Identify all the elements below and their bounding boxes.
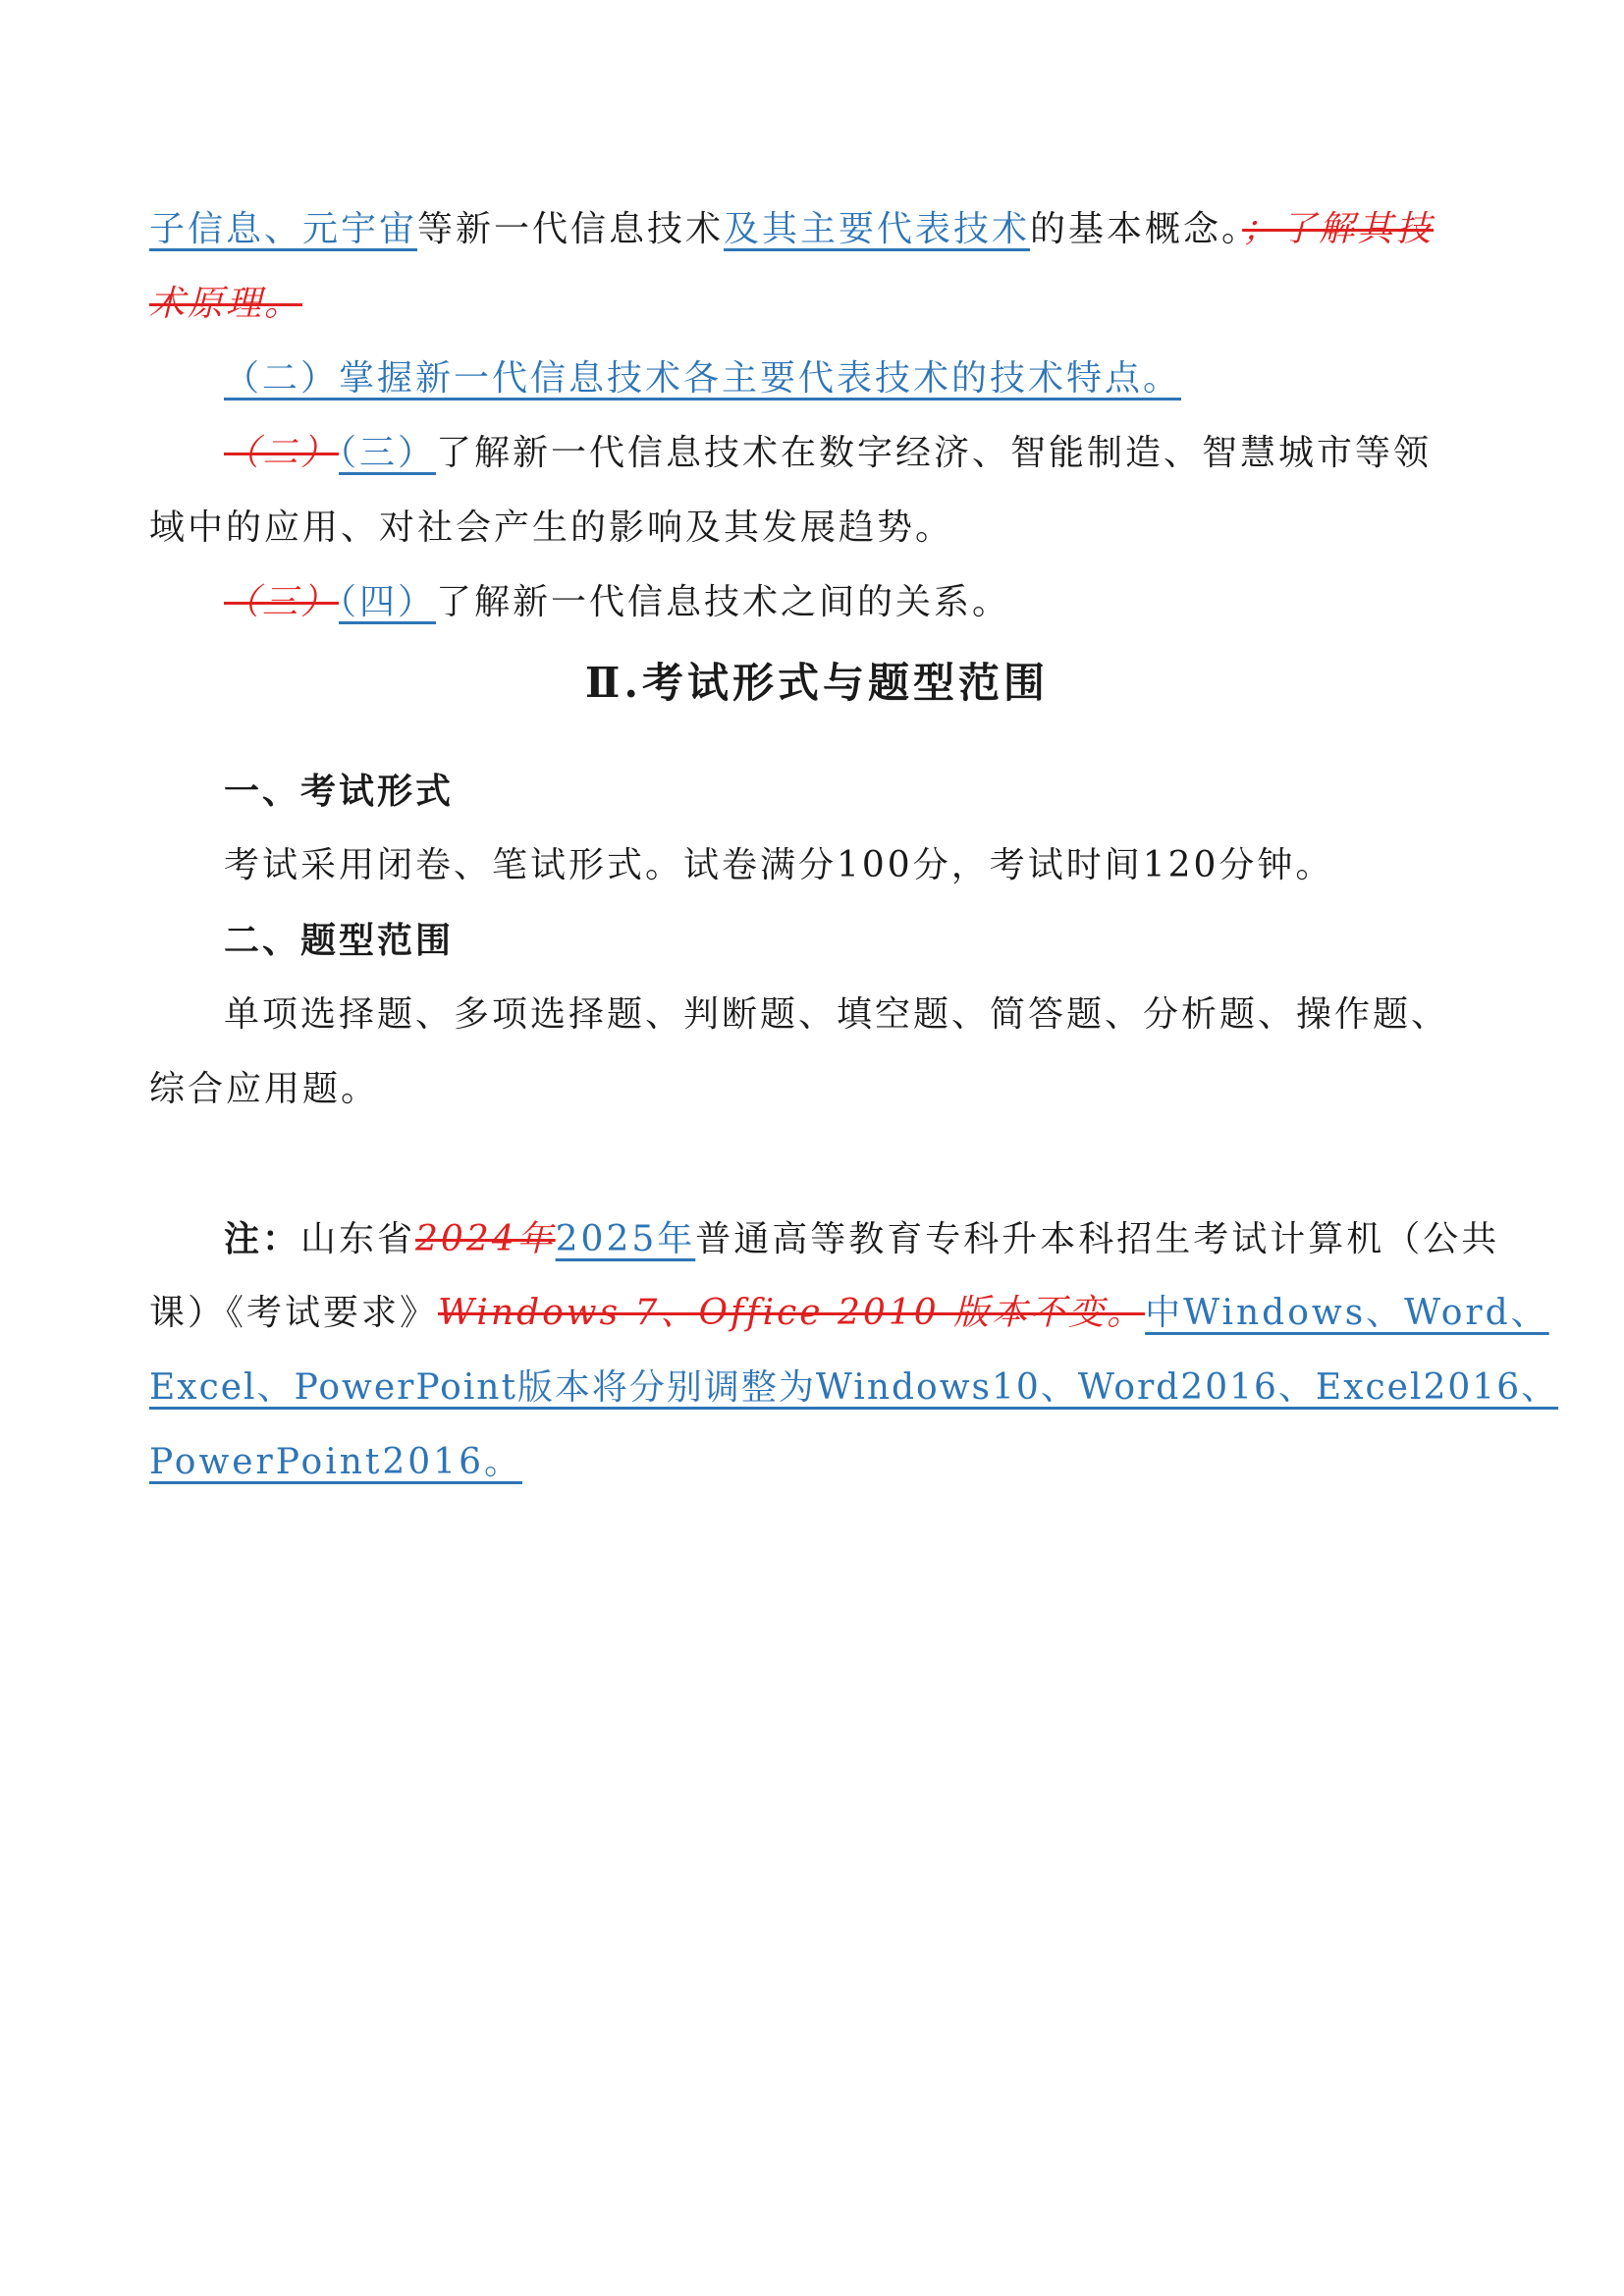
list-item-3 (149, 416, 1485, 491)
inserted-text: 中Windows、Word、 (1145, 1293, 1549, 1333)
body-text: 山东省 (300, 1219, 416, 1259)
document-page (149, 192, 1559, 1500)
exam-form-text: 考试采用闭卷、笔试形式。试卷满分100分，考试时间120分钟。 (224, 845, 1334, 885)
list-item-3-continuation (149, 491, 1485, 565)
note-line-4 (149, 1425, 1485, 1500)
body-text: 了解新一代信息技术之间的关系。 (436, 582, 1011, 622)
inserted-number: （四） (339, 582, 437, 622)
deleted-number: （二） (224, 433, 340, 473)
inserted-text: 及其主要代表技术 (724, 209, 1031, 249)
inserted-year: 2025年 (555, 1219, 696, 1259)
question-types-line-2: 综合应用题。 (149, 1069, 380, 1109)
paragraph-line-1 (149, 192, 1485, 267)
list-item-2 (149, 342, 1485, 416)
inserted-number: （三） (339, 433, 437, 473)
deleted-year: 2024年 (415, 1219, 556, 1259)
note-line-1 (149, 1201, 1500, 1276)
deleted-text: ；了解其技 (1242, 209, 1435, 249)
deleted-text: Windows 7、Office 2010 版本不变。 (438, 1293, 1146, 1333)
body-text: 的基本概念。 (1030, 209, 1243, 249)
body-text: 域中的应用、对社会产生的影响及其发展趋势。 (149, 507, 954, 548)
paragraph-line-2 (149, 267, 1485, 342)
list-item-4 (149, 565, 1485, 640)
body-text: 了解新一代信息技术在数字经济、智能制造、智慧城市等领 (436, 433, 1433, 473)
note-label: 注： (224, 1218, 301, 1259)
section-title: Ⅱ.考试形式与题型范围 (584, 659, 1050, 707)
inserted-text: 子信息、元宇宙 (149, 209, 418, 249)
deleted-number: （三） (224, 582, 340, 622)
heading-exam-form: 一、考试形式 (224, 771, 455, 812)
body-text: 课）《考试要求》 (149, 1293, 439, 1333)
deleted-text: 术原理。 (149, 284, 303, 324)
body-text: 等新一代信息技术 (417, 209, 725, 249)
body-text: 普通高等教育专科升本科招生考试计算机（公共 (695, 1219, 1500, 1259)
inserted-text: PowerPoint2016。 (149, 1442, 522, 1482)
inserted-text: Excel、PowerPoint版本将分别调整为Windows10、Word2016、Excel2016、 (149, 1367, 1559, 1408)
heading-question-types: 二、题型范围 (224, 920, 455, 961)
note-line-2 (149, 1276, 1549, 1351)
note-line-3 (149, 1351, 1559, 1425)
inserted-text: （二）掌握新一代信息技术各主要代表技术的技术特点。 (224, 358, 1182, 399)
question-types-line-1: 单项选择题、多项选择题、判断题、填空题、简答题、分析题、操作题、 (224, 994, 1450, 1035)
